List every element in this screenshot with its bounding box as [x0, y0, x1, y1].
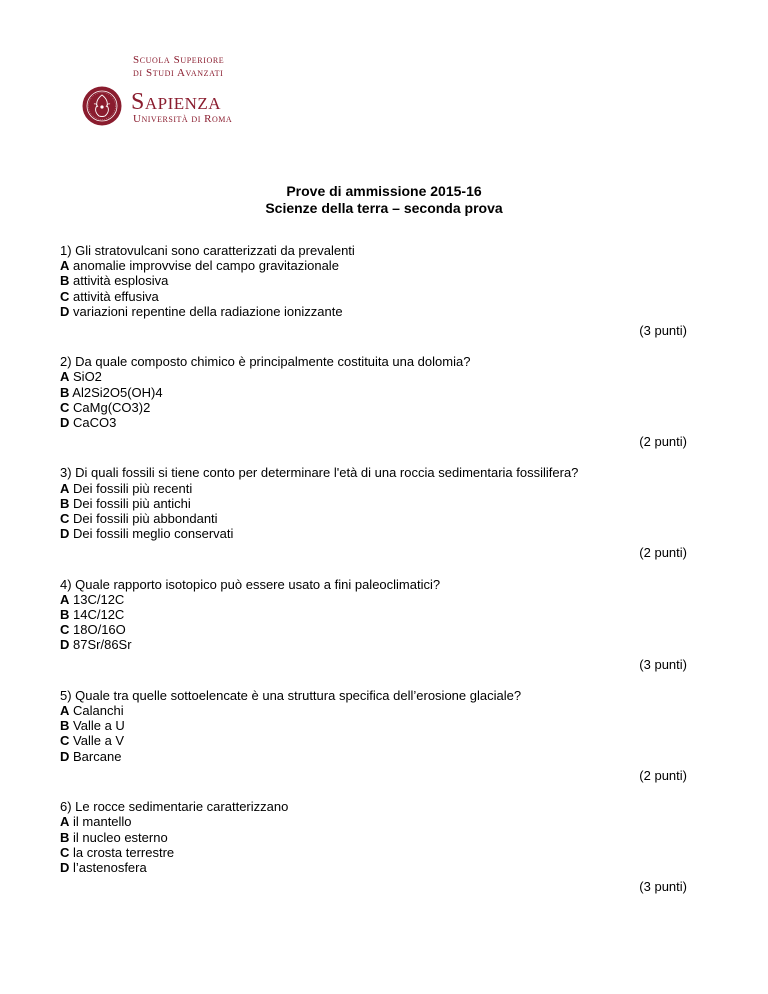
option-text: Al2Si2O5(OH)4: [72, 384, 163, 400]
question-points: (2 punti): [639, 545, 687, 561]
logo-subtitle: Università di Roma: [133, 113, 233, 125]
option-text: la crosta terrestre: [73, 844, 175, 860]
option-letter: A: [60, 258, 70, 274]
option-letter: A: [60, 591, 70, 607]
option-text: variazioni repentine della radiazione ionizzante: [73, 303, 343, 319]
question-text: 6) Le rocce sedimentarie caratterizzano: [60, 799, 289, 815]
option-letter: A: [60, 480, 70, 496]
option-text: CaCO3: [73, 415, 117, 431]
option-letter: D: [60, 637, 70, 653]
option-letter: B: [60, 607, 70, 623]
answer-option: [60, 637, 700, 652]
option-letter: A: [60, 703, 70, 719]
answer-option: [60, 622, 700, 637]
option-text: Calanchi: [73, 703, 124, 719]
question-3: [60, 465, 700, 560]
question-4: [60, 577, 700, 672]
option-letter: D: [60, 526, 70, 542]
answer-option: [60, 304, 700, 319]
option-text: Dei fossili più recenti: [73, 480, 193, 496]
question-points: (2 punti): [639, 434, 687, 450]
question-text: 3) Di quali fossili si tiene conto per determinare l'età di una roccia sedimentaria fossilifera?: [60, 465, 579, 481]
option-letter: C: [60, 511, 70, 527]
question-points: (3 punti): [639, 879, 687, 895]
logo-name: Sapienza: [131, 89, 222, 115]
option-letter: D: [60, 859, 70, 875]
option-letter: C: [60, 399, 70, 415]
answer-option: [60, 703, 700, 718]
option-letter: B: [60, 718, 70, 734]
option-text: l’astenosfera: [73, 859, 147, 875]
option-text: 13C/12C: [73, 591, 125, 607]
answer-option: [60, 496, 700, 511]
option-text: SiO2: [73, 369, 102, 385]
answer-option: [60, 273, 700, 288]
option-letter: C: [60, 288, 70, 304]
option-text: 18O/16O: [73, 622, 126, 638]
option-text: 14C/12C: [73, 607, 125, 623]
answer-option: [60, 526, 700, 541]
option-text: anomalie improvvise del campo gravitazionale: [73, 258, 339, 274]
answer-option: [60, 369, 700, 384]
question-points: (3 punti): [639, 323, 687, 339]
answer-option: [60, 814, 700, 829]
option-text: Valle a U: [73, 718, 125, 734]
question-text: 2) Da quale composto chimico è principalmente costituita una dolomia?: [60, 354, 471, 370]
answer-option: [60, 415, 700, 430]
sapienza-seal-icon: [82, 86, 122, 126]
option-text: attività esplosiva: [73, 273, 169, 289]
option-letter: B: [60, 273, 70, 289]
option-letter: C: [60, 844, 70, 860]
answer-option: [60, 400, 700, 415]
option-text: Dei fossili più abbondanti: [73, 511, 218, 527]
option-letter: D: [60, 748, 70, 764]
option-letter: D: [60, 415, 70, 431]
question-points: (2 punti): [639, 767, 687, 783]
question-text: 4) Quale rapporto isotopico può essere usato a fini paleoclimatici?: [60, 576, 441, 592]
answer-option: [60, 258, 700, 273]
answer-option: [60, 481, 700, 496]
answer-option: [60, 830, 700, 845]
answer-option: [60, 511, 700, 526]
option-text: 87Sr/86Sr: [73, 637, 132, 653]
title-line-1: Prove di ammissione 2015-16: [286, 183, 482, 199]
option-text: il mantello: [73, 814, 132, 830]
option-letter: B: [60, 829, 70, 845]
option-text: Valle a V: [73, 733, 125, 749]
answer-option: [60, 733, 700, 748]
option-text: CaMg(CO3)2: [73, 399, 151, 415]
question-5: [60, 688, 700, 783]
answer-option: [60, 385, 700, 400]
question-2: [60, 354, 700, 449]
answer-option: [60, 749, 700, 764]
option-text: Barcane: [73, 748, 122, 764]
option-text: Dei fossili più antichi: [73, 495, 191, 511]
question-text: 5) Quale tra quelle sottoelencate è una struttura specifica dell’erosione glaciale?: [60, 687, 522, 703]
option-text: il nucleo esterno: [73, 829, 168, 845]
option-letter: B: [60, 384, 70, 400]
option-letter: C: [60, 622, 70, 638]
question-6: [60, 799, 700, 894]
answer-option: [60, 718, 700, 733]
option-letter: C: [60, 733, 70, 749]
title-line-2: Scienze della terra – seconda prova: [265, 200, 503, 216]
option-letter: D: [60, 303, 70, 319]
question-list: [60, 243, 700, 894]
option-text: Dei fossili meglio conservati: [73, 526, 234, 542]
option-letter: B: [60, 495, 70, 511]
option-text: attività effusiva: [73, 288, 159, 304]
question-1: [60, 243, 700, 338]
header-logo: [82, 50, 282, 140]
answer-option: [60, 592, 700, 607]
answer-option: [60, 845, 700, 860]
option-letter: A: [60, 369, 70, 385]
answer-option: [60, 607, 700, 622]
option-letter: A: [60, 814, 70, 830]
question-points: (3 punti): [639, 656, 687, 672]
question-text: 1) Gli stratovulcani sono caratterizzati da prevalenti: [60, 243, 355, 258]
school-name-line-1: Scuola Superiore: [133, 54, 225, 66]
answer-option: [60, 860, 700, 875]
answer-option: [60, 289, 700, 304]
document-title: [0, 183, 768, 217]
school-name-line-2: di Studi Avanzati: [133, 67, 224, 79]
